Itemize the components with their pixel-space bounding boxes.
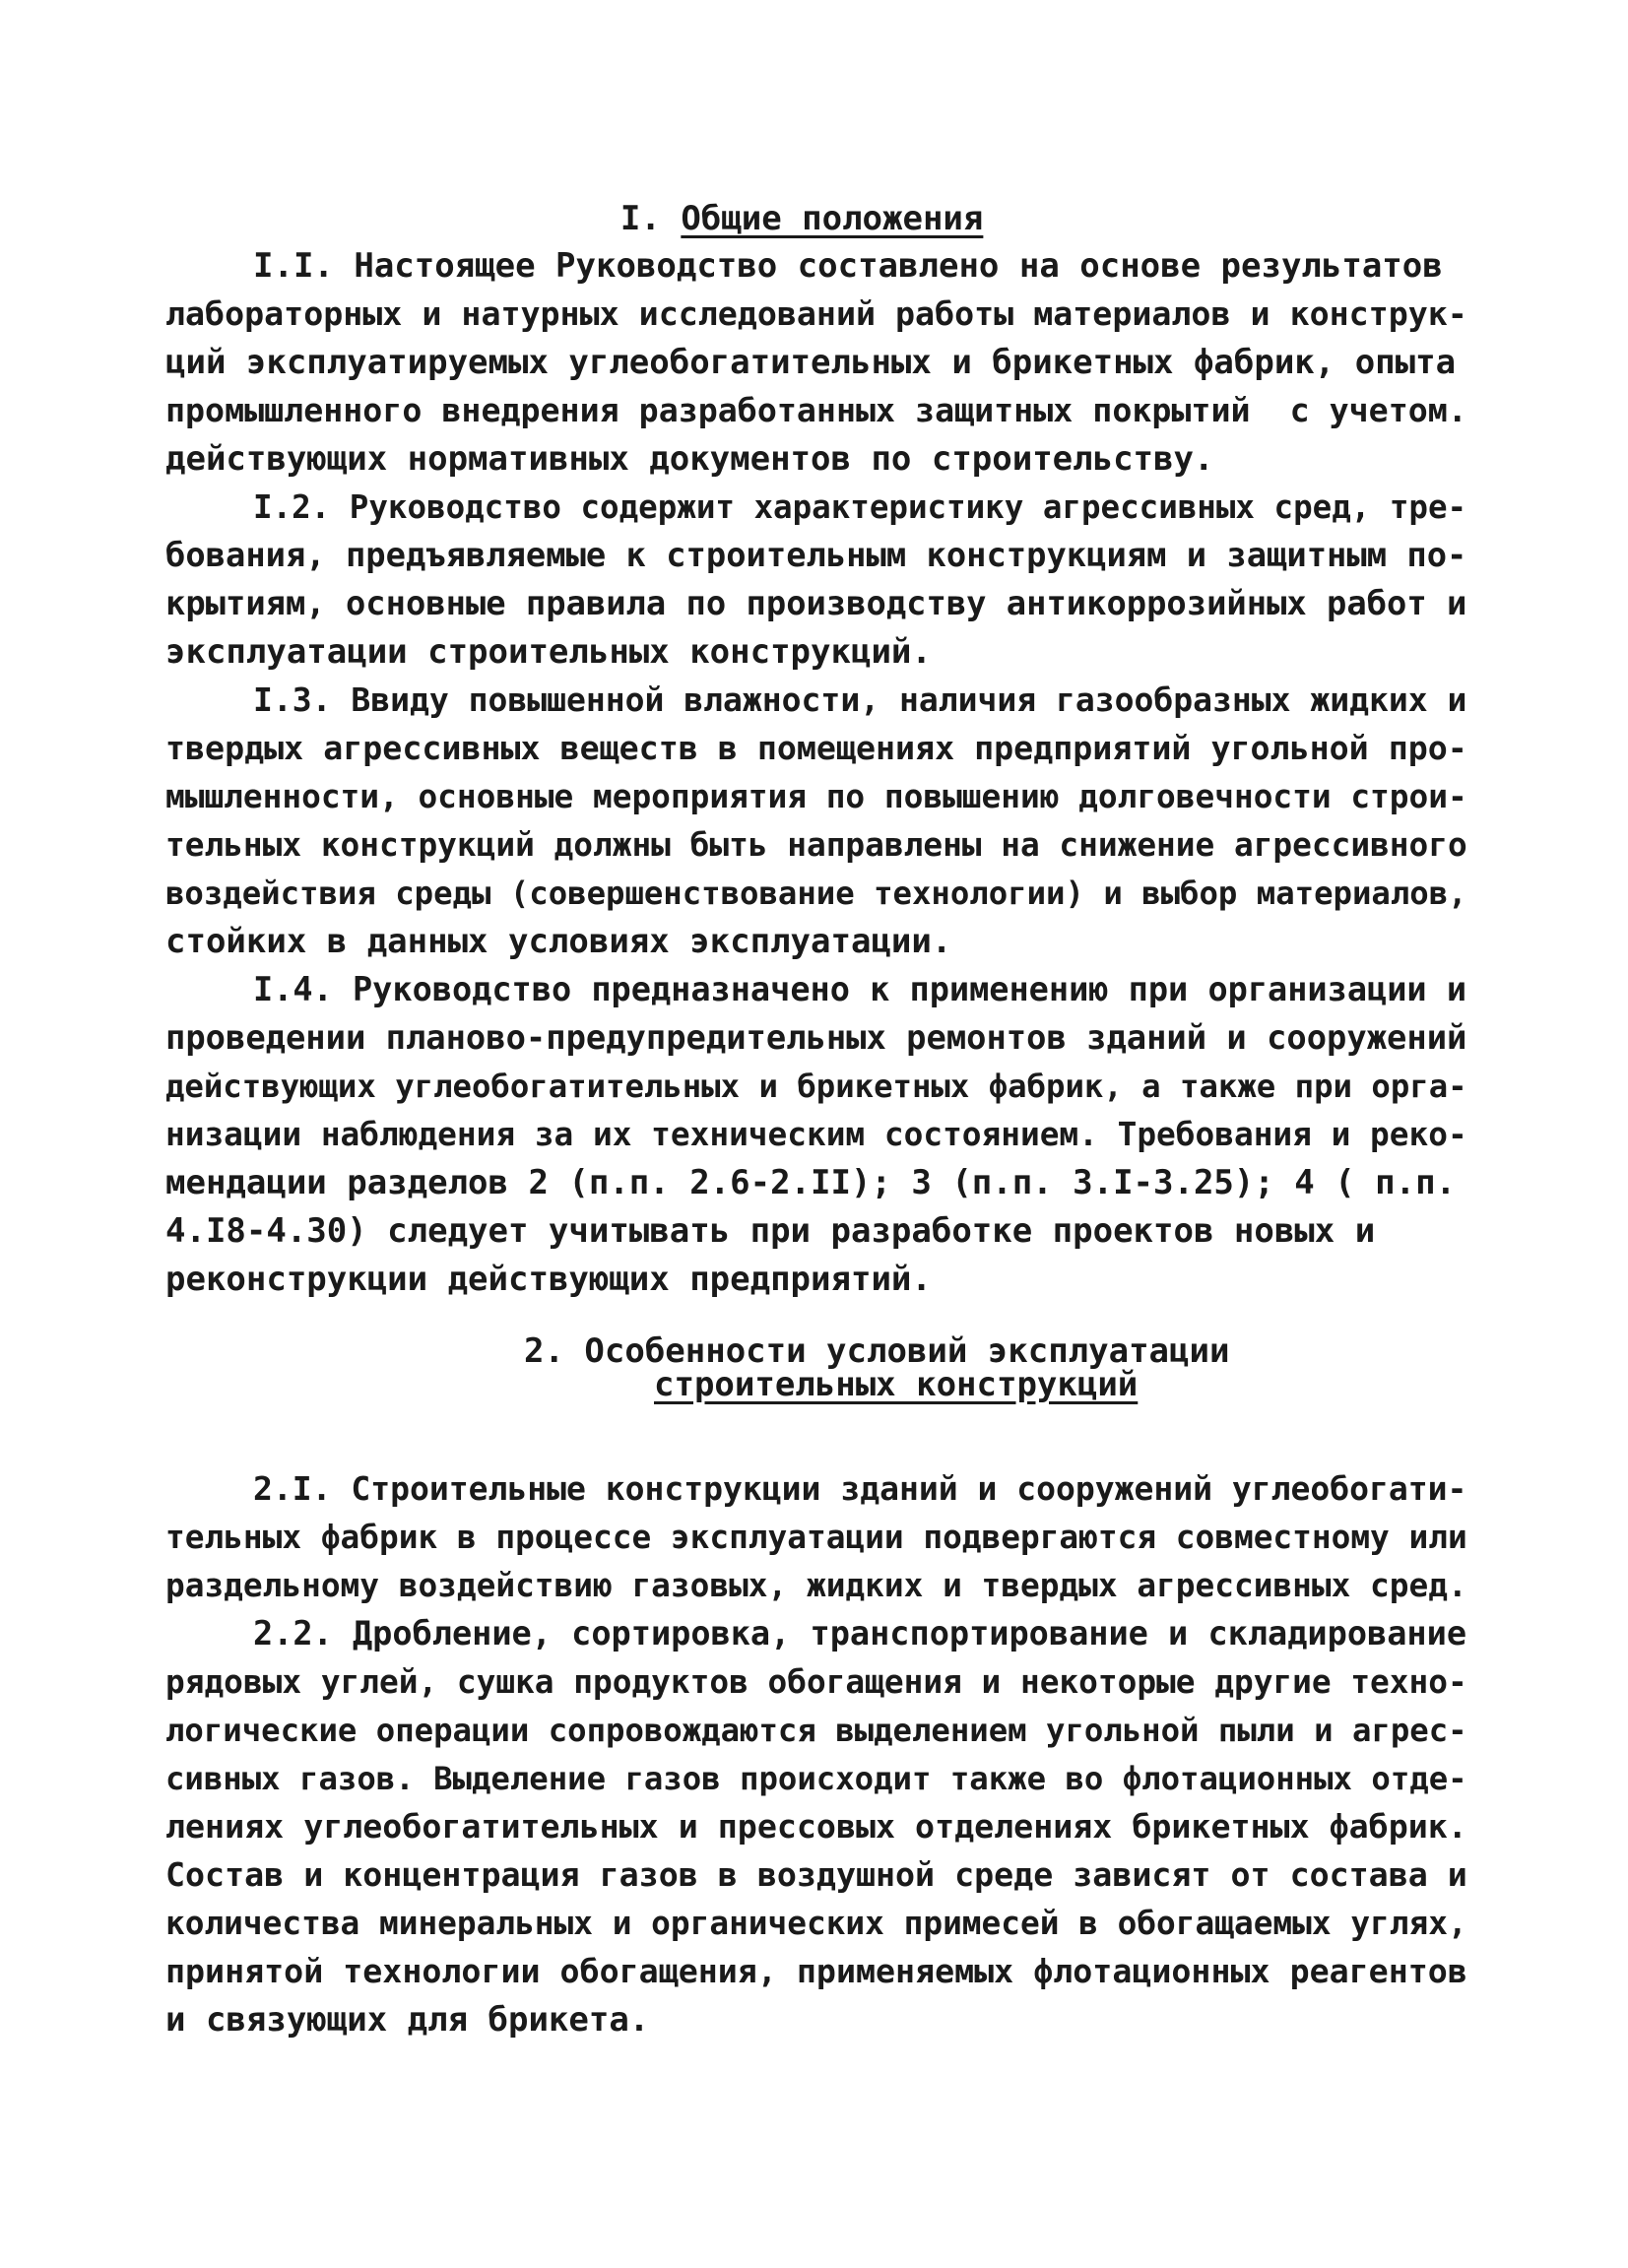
paragraph-line: логические операции сопровождаются выделением угольной пыли и агрес- (165, 1712, 1467, 1749)
paragraph-line: тельных фабрик в процессе эксплуатации подвергаются совместному или (165, 1519, 1467, 1556)
paragraph-line: I.3. Ввиду повышенной влажности, наличия газообразных жидких и (253, 680, 1467, 719)
paragraph-line: рядовых углей, сушка продуктов обогащения и некоторые другие техно- (165, 1663, 1467, 1701)
paragraph-line: сивных газов. Выделение газов происходит также во флотационных отде- (165, 1760, 1467, 1797)
paragraph-line: раздельному воздействию газовых, жидких и твердых агрессивных сред. (165, 1567, 1467, 1604)
paragraph-line: тельных конструкций должны быть направлены на снижение агрессивного (165, 826, 1467, 864)
paragraph-line: I.I. Настоящее Руководство составлено на основе результатов (253, 246, 1443, 286)
paragraph-line: твердых агрессивных веществ в помещениях предприятий угольной про- (165, 729, 1467, 767)
paragraph-line: крытиям, основные правила по производству антикоррозийных работ и (165, 584, 1467, 622)
paragraph-line: действующих нормативных документов по строительству. (165, 439, 1214, 479)
paragraph-line: низации наблюдения за их техническим состоянием. Требования и реко- (165, 1116, 1467, 1153)
paragraph-line: 4.I8-4.30) следует учитывать при разработке проектов новых и (165, 1211, 1376, 1251)
section-2-heading-line-1: 2. Особенности условий эксплуатации (524, 1331, 1230, 1371)
section-1-title: Общие положения (681, 199, 984, 238)
section-1-number: I. (619, 199, 661, 238)
paragraph-line: 2.2. Дробление, сортировка, транспортирование и складирование (253, 1614, 1467, 1652)
paragraph-line: количества минеральных и органических примесей в обогащаемых углях, (165, 1905, 1467, 1942)
paragraph-line: реконструкции действующих предприятий. (165, 1260, 932, 1299)
paragraph-line: лабораторных и натурных исследований работы материалов и конструк- (165, 294, 1467, 333)
paragraph-line: I.2. Руководство содержит характеристику агрессивных сред, тре- (253, 488, 1467, 526)
paragraph-line: 2.I. Строительные конструкции зданий и сооружений углеобогати- (253, 1469, 1467, 1508)
paragraph-line: лениях углеобогатительных и прессовых отделениях брикетных фабрик. (165, 1807, 1467, 1846)
paragraph-line: проведении планово-предупредительных ремонтов зданий и сооружений (165, 1018, 1467, 1057)
paragraph-line: ций эксплуатируемых углеобогатительных и брикетных фабрик, опыта (165, 343, 1457, 382)
paragraph-line: мышленности, основные мероприятия по повышению долговечности строи- (165, 778, 1467, 815)
paragraph-line: эксплуатации строительных конструкций. (165, 632, 932, 672)
paragraph-line: воздействия среды (совершенствование технологии) и выбор материалов, (165, 875, 1467, 912)
paragraph-line: промышленного внедрения разработанных защитных покрытий с учетом. (165, 391, 1467, 429)
paragraph-line: Состав и концентрация газов в воздушной среде зависят от состава и (165, 1855, 1467, 1894)
paragraph-line: мендации разделов 2 (п.п. 2.6-2.II); 3 (п.п. 3.I-3.25); 4 ( п.п. (165, 1163, 1457, 1202)
section-2-heading-line-2: строительных конструкций (654, 1365, 1139, 1404)
paragraph-line: действующих углеобогатительных и брикетных фабрик, а также при орга- (165, 1068, 1467, 1105)
paragraph-line: I.4. Руководство предназначено к применению при организации и (253, 970, 1467, 1008)
paragraph-line: стойких в данных условиях эксплуатации. (165, 922, 952, 961)
paragraph-line: принятой технологии обогащения, применяемых флотационных реагентов (165, 1952, 1467, 1990)
paragraph-line: бования, предъявляемые к строительным конструкциям и защитным по- (165, 536, 1467, 574)
paragraph-line: и связующих для брикета. (165, 2000, 650, 2040)
